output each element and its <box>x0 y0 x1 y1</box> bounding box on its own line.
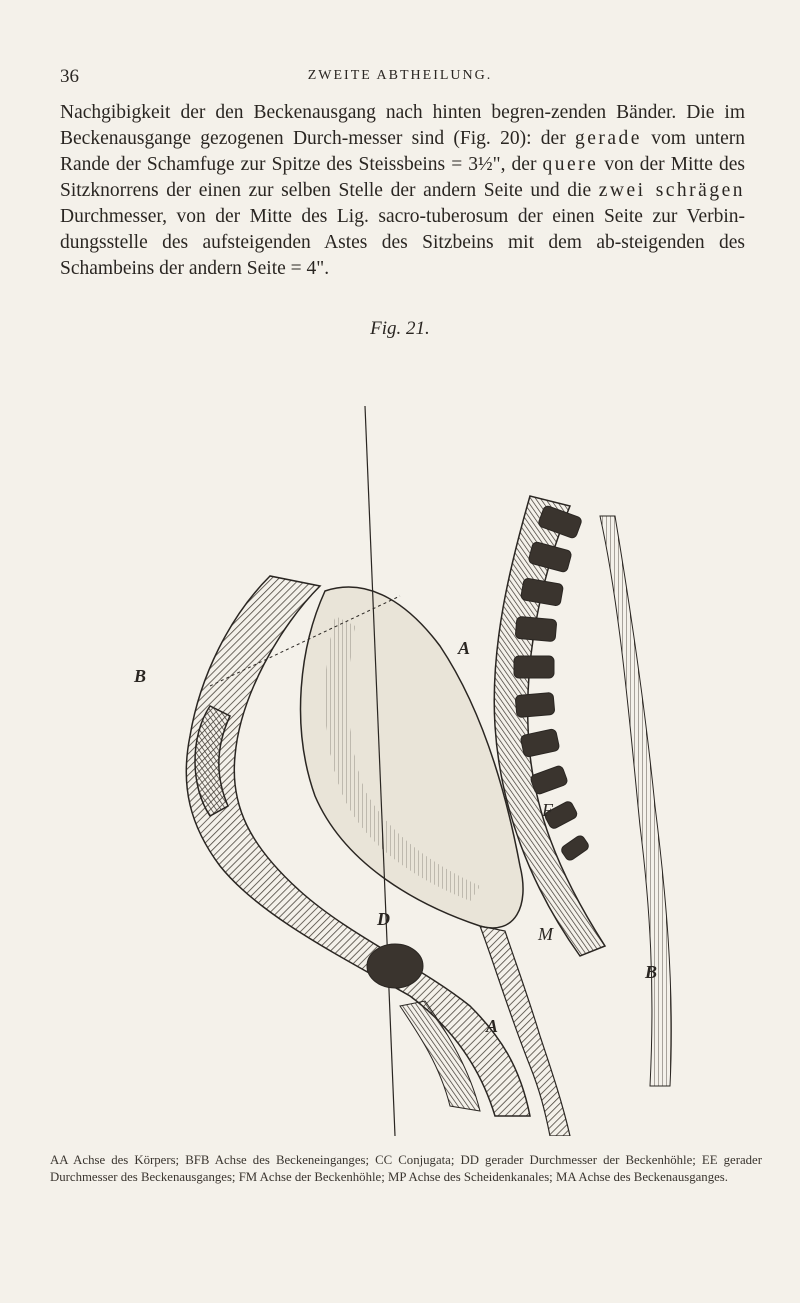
vertebra <box>515 692 555 717</box>
vertebra <box>514 656 554 678</box>
figure-label: Fig. 21. <box>370 318 430 339</box>
emphasis-gerade: gerade <box>574 128 642 149</box>
letter-b-left: B <box>134 666 147 686</box>
letter-m: M <box>538 924 553 944</box>
text-segment: Nachgibigkeit der den Beckenausgang nach hinten begren-zenden Bänder. Die im Beckenausgange gezogenen Durch-messer sind (Fig. 20): der <box>60 102 745 149</box>
page-number: 36 <box>60 66 79 87</box>
posterior-soft-tissue <box>600 516 671 1086</box>
letter-f: F <box>542 800 553 820</box>
letter-b-right: B <box>645 962 658 982</box>
symphysis <box>367 944 423 988</box>
text-segment: Durchmesser, von der Mitte des Lig. sacro-tuberosum der einen Seite zur Verbin-dungsstelle des aufsteigenden Astes des Sitzbeins mit dem ab-steigenden des Schambeins der andern Seite = 4". <box>60 206 745 279</box>
body-paragraph <box>60 100 745 282</box>
letter-d: D <box>377 909 390 929</box>
emphasis-zwei-schraegen: zwei schrägen <box>598 180 745 201</box>
vertebra <box>560 834 590 862</box>
figure-caption: AA Achse des Körpers; BFB Achse des Beckeneinganges; CC Conjugata; DD gerader Durchmesser der Beckenhöhle; EE gerader Durchmesser des Beckenausganges; FM Achse der Beckenhöhle; MP Achse des Scheidenkanales; MA Achse des Beckenausganges. <box>50 1153 762 1184</box>
letter-a-top: A <box>458 638 471 658</box>
letter-a-bottom: A <box>486 1016 499 1036</box>
text-segment: vom untern Rande der Schamfuge zur Spitze des Steissbeins = 3½", der <box>60 128 746 175</box>
vertebra <box>530 765 569 795</box>
pelvis-section-illustration <box>150 346 690 1136</box>
emphasis-quere: quere <box>542 154 599 175</box>
vertebra <box>515 616 557 641</box>
anatomical-figure <box>134 346 690 1136</box>
text-segment: von der Mitte des Sitzknorrens der einen zur selben Stelle der andern Seite und die <box>60 154 746 201</box>
running-head: ZWEITE ABTHEILUNG. <box>307 68 493 83</box>
page-header <box>60 66 740 90</box>
